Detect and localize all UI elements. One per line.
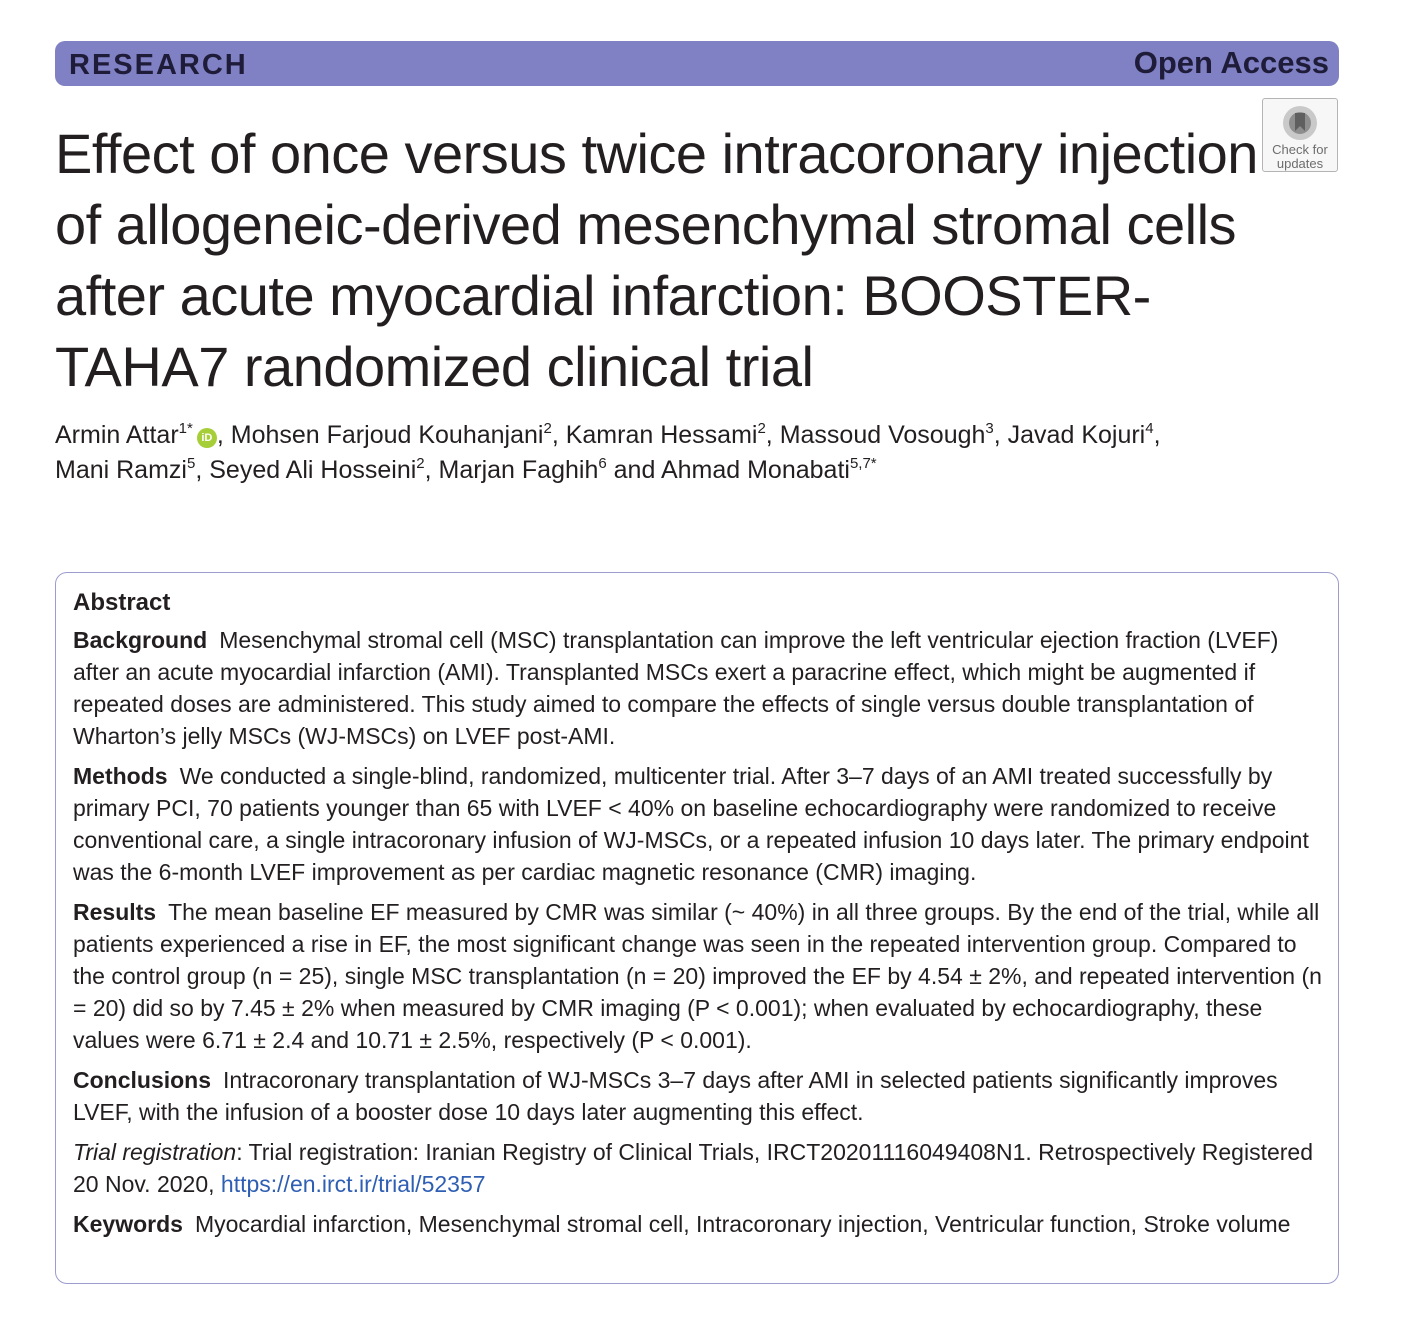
abstract-heading: Abstract: [73, 589, 171, 616]
check-updates-line1: Check for: [1272, 142, 1328, 157]
author-separator: ,: [424, 456, 439, 484]
author-separator: ,: [551, 421, 566, 449]
orcid-icon[interactable]: iD: [197, 428, 217, 448]
abstract-content: [73, 587, 1323, 1248]
abstract-conclusions: [73, 1064, 1323, 1128]
keywords-text: Myocardial infarction, Mesenchymal stromal cell, Intracoronary injection, Ventricular function, Stroke volume: [194, 1211, 1291, 1237]
trial-registration-link[interactable]: https://en.irct.ir/trial/52357: [220, 1171, 486, 1197]
section-label: RESEARCH: [69, 49, 248, 81]
article-title: Effect of once versus twice intracoronary injection of allogeneic-derived mesenchymal stromal cells after acute myocardial infarction: BOOSTER-TAHA7 randomized clinical trial: [55, 122, 1258, 398]
conclusions-text: Intracoronary transplantation of WJ-MSCs 3–7 days after AMI in selected patients significantly improves LVEF, with the infusion of a booster dose 10 days later augmenting this effect.: [73, 1067, 1278, 1125]
author-name[interactable]: Javad Kojuri: [1007, 421, 1146, 449]
abstract-background: [73, 624, 1323, 752]
abstract-box: [55, 572, 1339, 1284]
author-separator: and: [606, 456, 661, 484]
author-name[interactable]: Seyed Ali Hosseini: [209, 456, 417, 484]
background-label: Background: [73, 627, 208, 653]
results-label: Results: [73, 899, 157, 925]
methods-label: Methods: [73, 763, 168, 789]
open-access-label: Open Access: [1133, 45, 1329, 80]
author-separator: ,: [765, 421, 780, 449]
abstract-methods: [73, 760, 1323, 888]
author-affiliation: 2: [543, 420, 552, 437]
results-text: The mean baseline EF measured by CMR was similar (~ 40%) in all three groups. By the end of the trial, while all patients experienced a rise in EF, the most significant change was seen in the repeated intervention group. Compared to the control group (n = 25), single MSC transplantation (n = 20) improved the EF by 4.54 ± 2%, and repeated intervention (n = 20) did so by 7.45 ± 2% when measured by CMR imaging (P < 0.001); when evaluated by echocardiography, these values were 6.71 ± 2.4 and 10.71 ± 2.5%, respectively (P < 0.001).: [73, 899, 1322, 1053]
author-separator: ,: [1153, 421, 1161, 449]
author-name[interactable]: Massoud Vosough: [779, 421, 986, 449]
author-affiliation: 5,7*: [849, 455, 877, 472]
author-separator: ,: [195, 456, 210, 484]
methods-text: We conducted a single-blind, randomized, multicenter trial. After 3–7 days of an AMI treated successfully by primary PCI, 70 patients younger than 65 with LVEF < 40% on baseline echocardiography were randomized to receive conventional care, a single intracoronary infusion of WJ-MSCs, or a repeated infusion 10 days later. The primary endpoint was the 6-month LVEF improvement as per cardiac magnetic resonance (CMR) imaging.: [73, 763, 1309, 885]
keywords-label: Keywords: [73, 1211, 183, 1237]
author-list: [55, 418, 1275, 488]
author-name[interactable]: Mani Ramzi: [55, 456, 187, 484]
author-name[interactable]: Kamran Hessami: [565, 421, 758, 449]
author-separator: ,: [216, 421, 231, 449]
author-affiliation: 6: [598, 455, 607, 472]
author-name[interactable]: Armin Attar: [55, 421, 179, 449]
author-affiliation: 2: [757, 420, 766, 437]
trial-registration-text: : Trial registration: Iranian Registry of Clinical Trials, IRCT20201116049408N1. Retrospectively Registered 20 Nov. 2020,: [73, 1139, 1313, 1197]
trial-registration-label: Trial registration: [73, 1139, 237, 1165]
abstract-keywords: [73, 1208, 1323, 1240]
author-name[interactable]: Marjan Faghih: [438, 456, 599, 484]
author-affiliation: 1*: [178, 420, 193, 437]
check-updates-line2: updates: [1276, 156, 1324, 171]
author-affiliation: 3: [985, 420, 994, 437]
conclusions-label: Conclusions: [73, 1067, 212, 1093]
author-name[interactable]: Ahmad Monabati: [660, 456, 850, 484]
author-affiliation: 5: [186, 455, 196, 472]
abstract-results: [73, 896, 1323, 1056]
abstract-trial-registration: [73, 1136, 1323, 1200]
author-name[interactable]: Mohsen Farjoud Kouhanjani: [230, 421, 544, 449]
author-affiliation: 4: [1145, 420, 1154, 437]
author-separator: ,: [993, 421, 1008, 449]
author-affiliation: 2: [416, 455, 425, 472]
article-type-banner: [55, 41, 1339, 86]
background-text: Mesenchymal stromal cell (MSC) transplantation can improve the left ventricular ejection fraction (LVEF) after an acute myocardial infarction (AMI). Transplanted MSCs exert a paracrine effect, which might be augmented if repeated doses are administered. This study aimed to compare the effects of single versus double transplantation of Wharton’s jelly MSCs (WJ-MSCs) on LVEF post-AMI.: [73, 627, 1279, 749]
